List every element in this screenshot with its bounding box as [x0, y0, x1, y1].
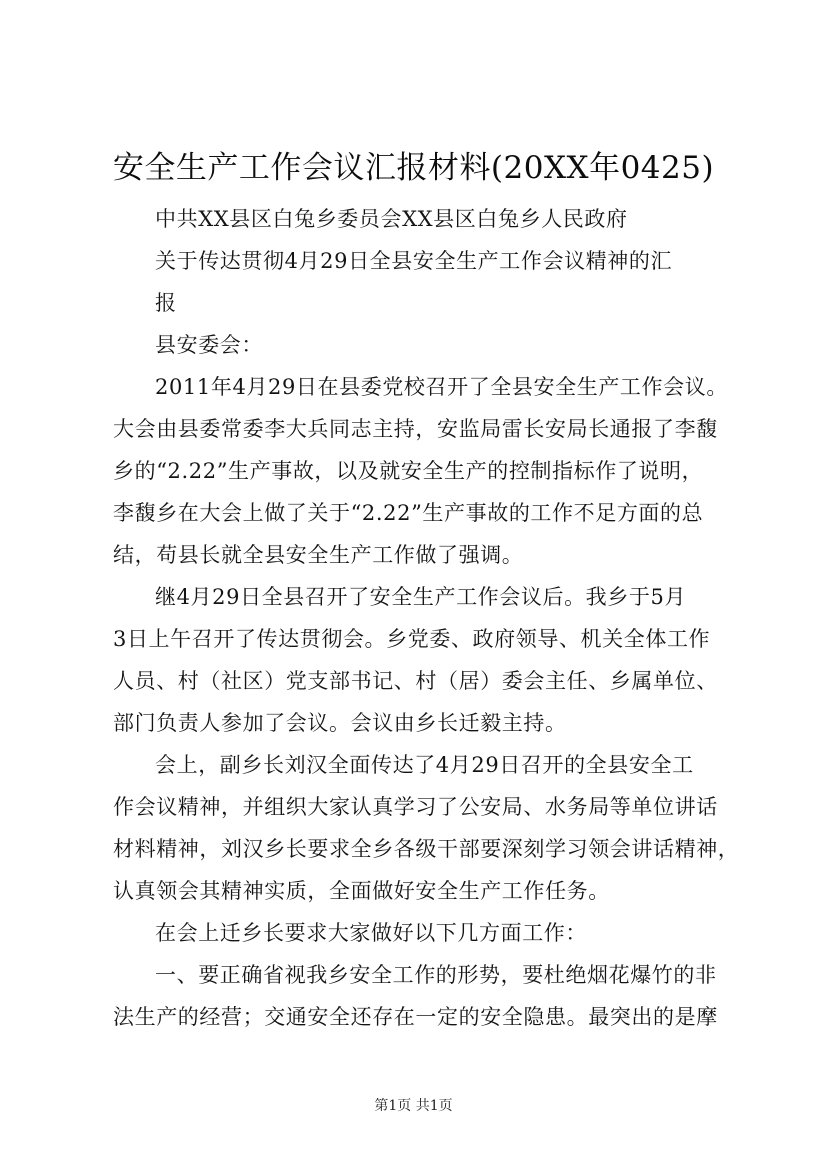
text-line: 乡的“2.22”生产事故，以及就安全生产的控制指标作了说明， [113, 459, 704, 483]
text-line: 县安委会： [155, 333, 263, 357]
text-line: 3日上午召开了传达贯彻会。乡党委、政府领导、机关全体工作 [113, 627, 711, 651]
text-line: 关于传达贯彻4月29日全县安全生产工作会议精神的汇 [155, 249, 673, 273]
text-line: 李馥乡在大会上做了关于“2.22”生产事故的工作不足方面的总 [113, 501, 704, 525]
text-line: 2011年4月29日在县委党校召开了全县安全生产工作会议。 [155, 375, 728, 399]
document-title: 安全生产工作会议汇报材料(20XX年0425) [112, 150, 715, 186]
text-line: 报 [155, 291, 177, 315]
text-line: 一、要正确省视我乡安全工作的形势，要杜绝烟花爆竹的非 [155, 963, 717, 987]
text-line: 材料精神，刘汉乡长要求全乡各级干部要深刻学习领会讲话精神， [113, 837, 740, 861]
text-line: 认真领会其精神实质，全面做好安全生产工作任务。 [113, 879, 610, 903]
text-line: 中共XX县区白兔乡委员会XX县区白兔乡人民政府 [155, 207, 628, 231]
text-line: 人员、村（社区）党支部书记、村（居）委会主任、乡属单位、 [113, 669, 718, 693]
text-line: 会上，副乡长刘汉全面传达了4月29日召开的全县安全工 [155, 753, 694, 777]
text-line: 在会上迁乡长要求大家做好以下几方面工作： [155, 921, 587, 945]
page-footer: 第1页 共1页 [374, 1098, 453, 1114]
text-line: 法生产的经营；交通安全还存在一定的安全隐患。最突出的是摩 [113, 1005, 718, 1029]
text-line: 部门负责人参加了会议。会议由乡长迁毅主持。 [113, 711, 567, 735]
text-line: 作会议精神，并组织大家认真学习了公安局、水务局等单位讲话 [113, 795, 718, 819]
text-line: 继4月29日全县召开了安全生产工作会议后。我乡于5月 [155, 585, 687, 609]
text-line: 结，苟县长就全县安全生产工作做了强调。 [113, 543, 524, 567]
document-body [113, 198, 743, 1038]
text-line: 大会由县委常委李大兵同志主持，安监局雷长安局长通报了李馥 [113, 417, 718, 441]
